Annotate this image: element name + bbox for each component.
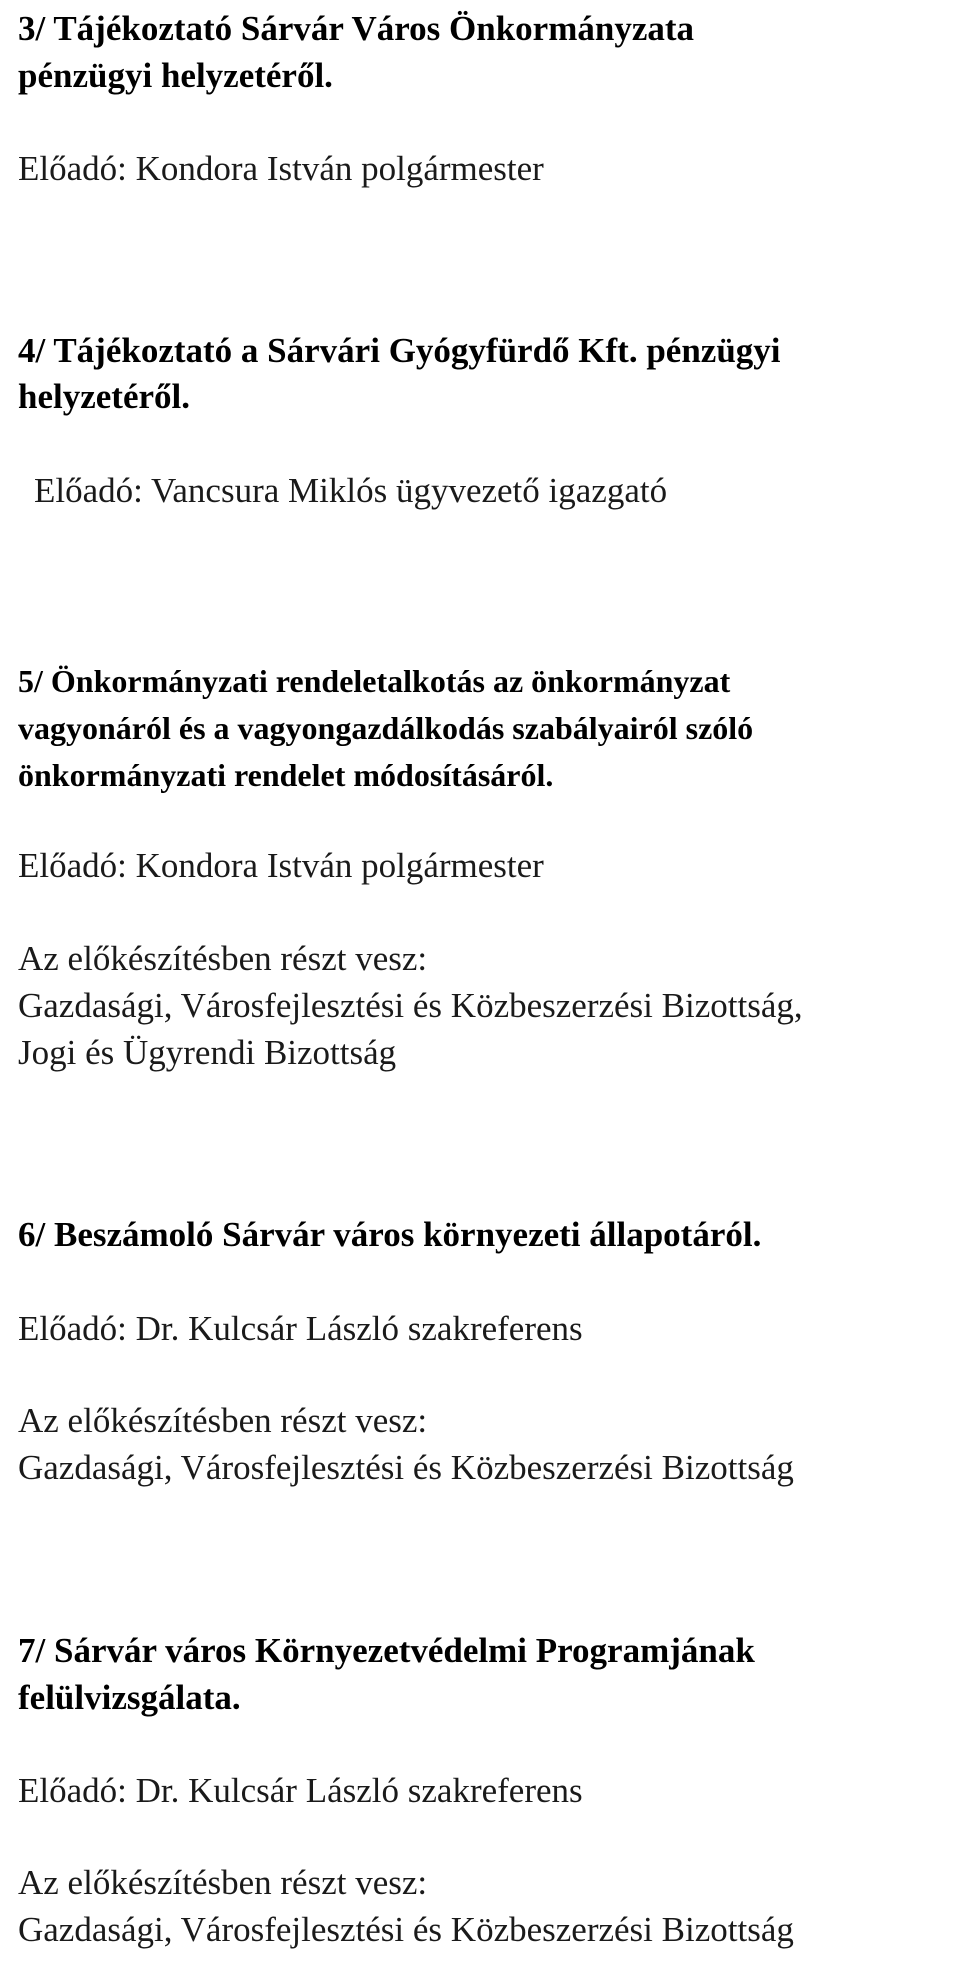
item-5-presenter: Előadó: Kondora István polgármester bbox=[18, 846, 544, 885]
item-4-title-line-2: helyzetéről. bbox=[18, 377, 190, 416]
item-7-committee-1: Gazdasági, Városfejlesztési és Közbeszerzési Bizottság bbox=[18, 1910, 794, 1949]
item-3-title-line-2: pénzügyi helyzetéről. bbox=[18, 56, 333, 95]
item-3-title-line-1: 3/ Tájékoztató Sárvár Város Önkormányzata bbox=[18, 9, 695, 48]
item-6-presenter: Előadó: Dr. Kulcsár László szakreferens bbox=[18, 1309, 583, 1348]
item-5-title-line-2: vagyonáról és a vagyongazdálkodás szabályairól szóló bbox=[18, 710, 754, 746]
item-5-title-line-1: 5/ Önkormányzati rendeletalkotás az önkormányzat bbox=[18, 663, 731, 699]
item-6-committee-1: Gazdasági, Városfejlesztési és Közbeszerzési Bizottság bbox=[18, 1448, 794, 1487]
item-5-committee-2: Jogi és Ügyrendi Bizottság bbox=[18, 1033, 397, 1072]
item-7-title-line-2: felülvizsgálata. bbox=[18, 1678, 241, 1717]
item-6-prep-label: Az előkészítésben részt vesz: bbox=[18, 1401, 428, 1440]
item-5-prep-label: Az előkészítésben részt vesz: bbox=[18, 939, 428, 978]
item-5-committee-1: Gazdasági, Városfejlesztési és Közbeszerzési Bizottság, bbox=[18, 986, 803, 1025]
item-6-title-line-1: 6/ Beszámoló Sárvár város környezeti állapotáról. bbox=[18, 1215, 762, 1254]
item-4-presenter: Előadó: Vancsura Miklós ügyvezető igazgató bbox=[34, 471, 668, 510]
item-5-title-line-3: önkormányzati rendelet módosításáról. bbox=[18, 757, 554, 793]
item-7-presenter: Előadó: Dr. Kulcsár László szakreferens bbox=[18, 1771, 583, 1810]
item-7-title-line-1: 7/ Sárvár város Környezetvédelmi Programjának bbox=[18, 1631, 755, 1670]
item-4-title-line-1: 4/ Tájékoztató a Sárvári Gyógyfürdő Kft. pénzügyi bbox=[18, 331, 781, 370]
item-7-prep-label: Az előkészítésben részt vesz: bbox=[18, 1863, 428, 1902]
item-3-presenter: Előadó: Kondora István polgármester bbox=[18, 149, 544, 188]
